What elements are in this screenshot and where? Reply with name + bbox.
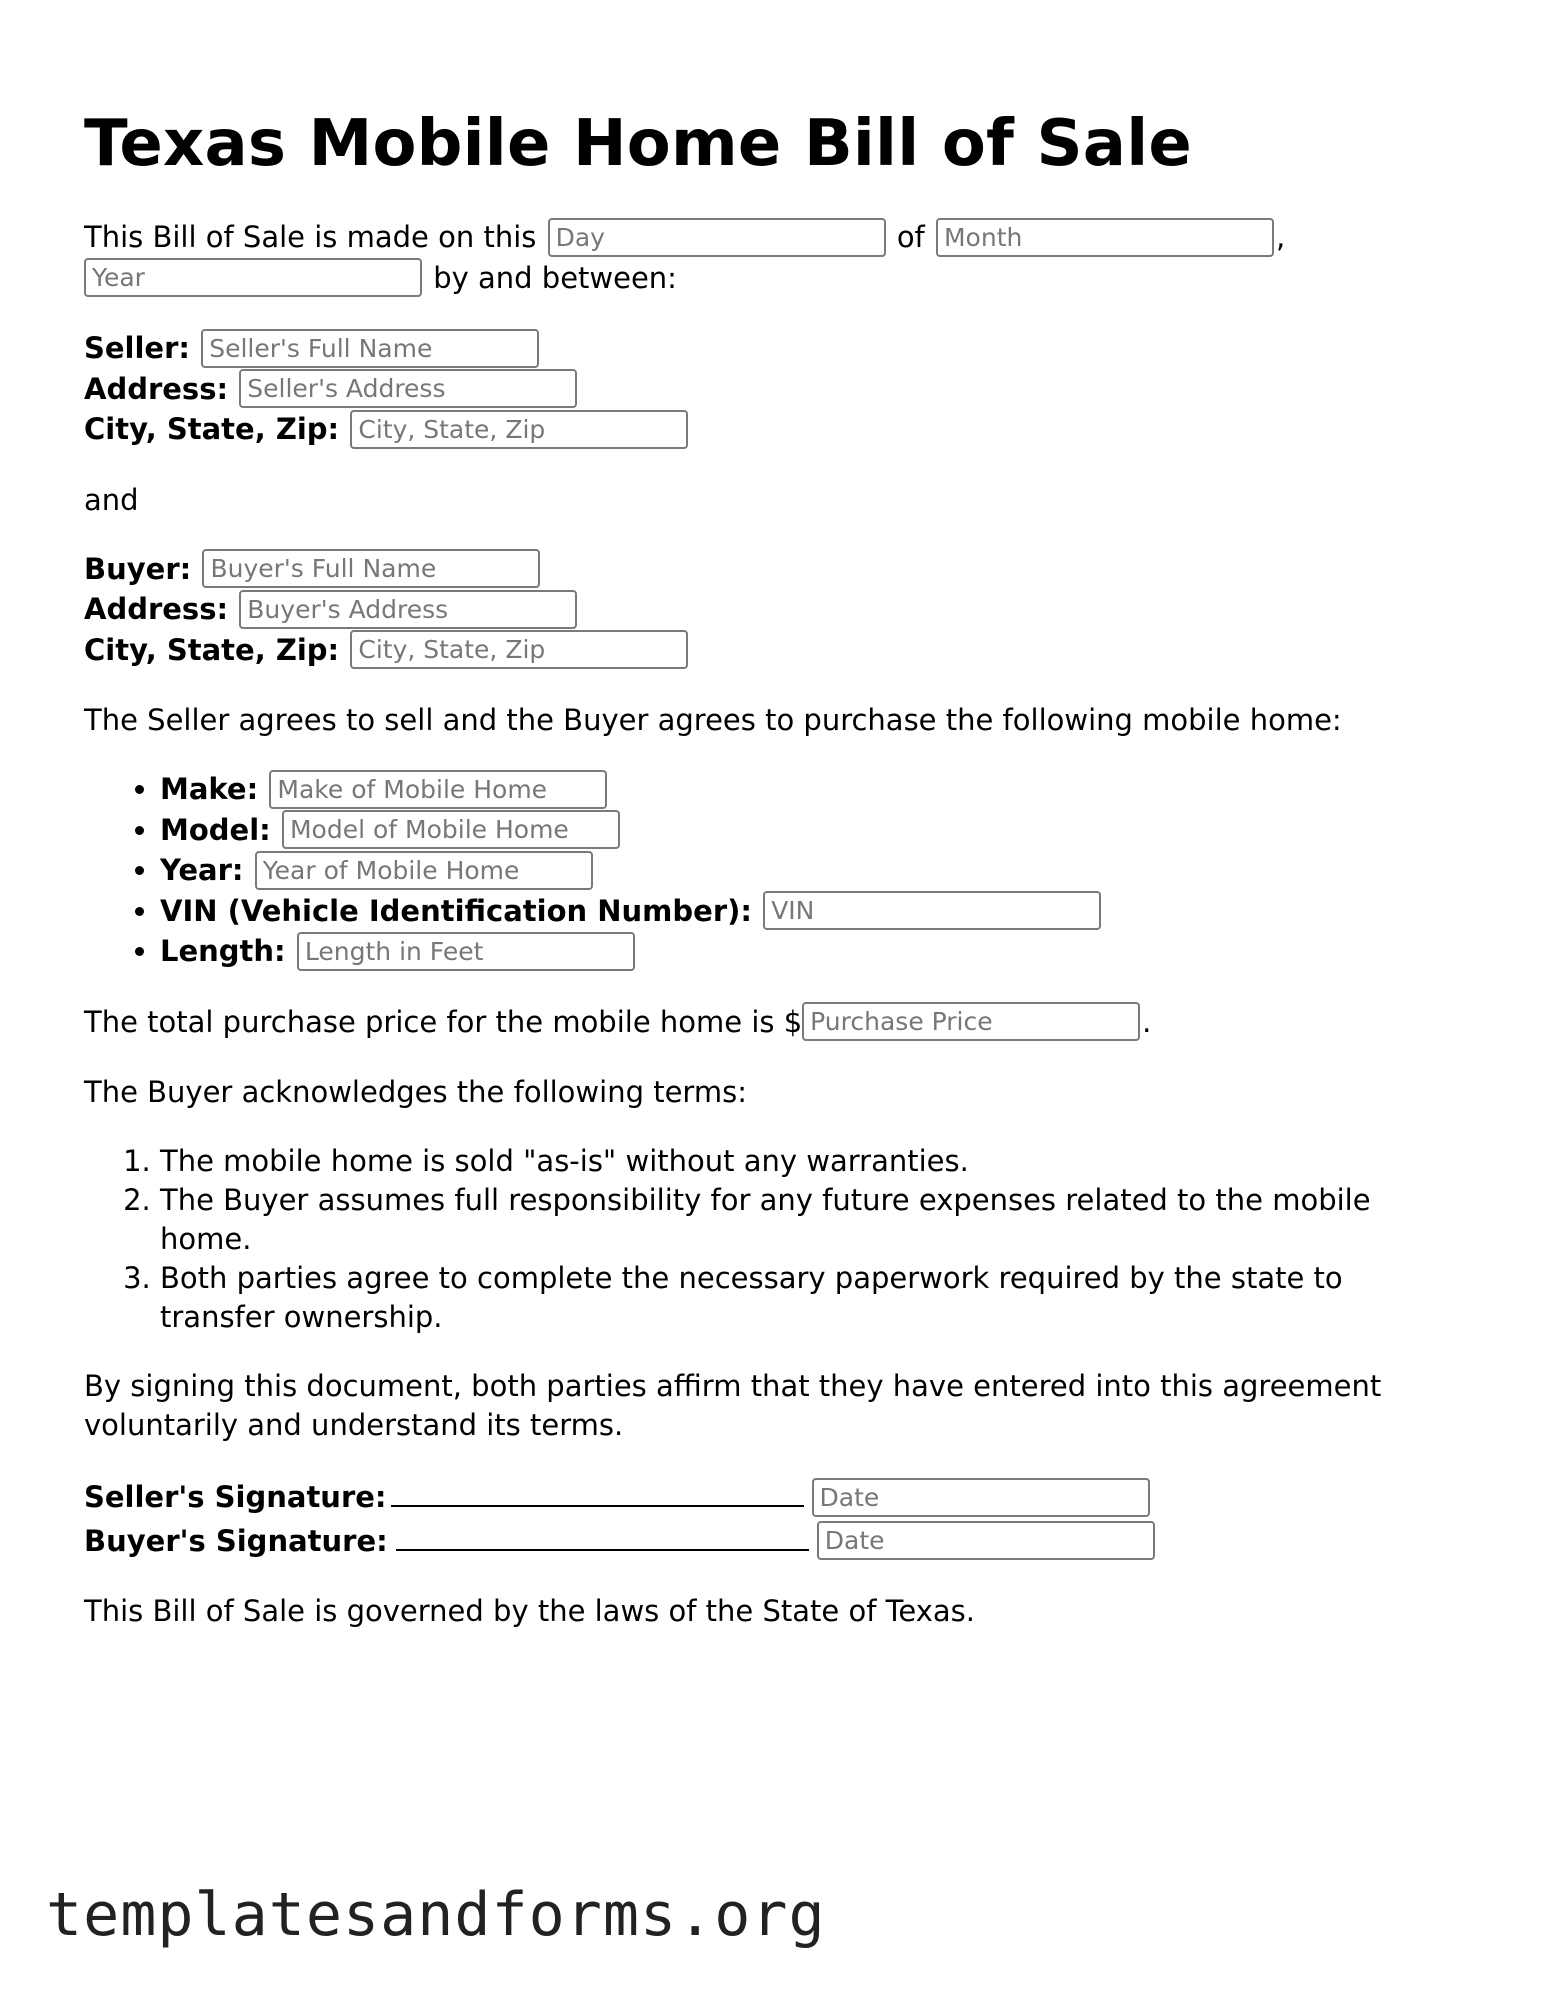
model-label: Model: (160, 812, 271, 847)
purchase-price-field[interactable] (802, 1002, 1140, 1041)
seller-name-label: Seller: (84, 331, 191, 365)
list-item: 2. The Buyer assumes full responsibility for any future expenses related to the mobile home. (160, 1181, 1464, 1259)
buyer-address-field[interactable] (239, 590, 577, 629)
page-title: Texas Mobile Home Bill of Sale (84, 107, 1192, 181)
intro-suffix: by and between: (433, 260, 677, 295)
seller-address-field[interactable] (239, 369, 577, 408)
price-suffix: . (1142, 1004, 1152, 1039)
buyer-signature-line[interactable] (396, 1519, 809, 1551)
seller-signature-label: Seller's Signature: (84, 1480, 387, 1514)
list-item (160, 892, 1464, 933)
list-item (160, 932, 1464, 973)
make-field[interactable] (269, 770, 607, 809)
length-label: Length: (160, 934, 286, 968)
vin-label: VIN (Vehicle Identification Number): (160, 893, 752, 928)
buyer-name-label: Buyer: (84, 551, 192, 586)
month-field[interactable] (936, 218, 1274, 257)
seller-city-label: City, State, Zip: (84, 412, 340, 446)
site-watermark: templatesandforms.org (46, 1880, 826, 1950)
governing-law-text: This Bill of Sale is governed by the laws of the State of Texas. (84, 1594, 976, 1628)
price-line (84, 1003, 1464, 1044)
vin-field[interactable] (763, 891, 1101, 930)
buyer-name-field[interactable] (202, 549, 540, 588)
list-item (160, 851, 1464, 892)
seller-date-field[interactable] (812, 1478, 1150, 1517)
seller-city-field[interactable] (350, 410, 688, 449)
intro-paragraph (84, 218, 1464, 299)
document-page (84, 104, 1464, 1631)
and-text: and (84, 482, 139, 517)
buyer-signature-label: Buyer's Signature: (84, 1523, 388, 1558)
list-item: 3. Both parties agree to complete the necessary paperwork required by the state to transfer ownership. (160, 1259, 1464, 1337)
buyer-section (84, 550, 1464, 672)
make-label: Make: (160, 772, 259, 806)
signatures-section (84, 1475, 1464, 1562)
buyer-date-field[interactable] (817, 1521, 1155, 1560)
mobile-home-details-list (84, 770, 1464, 973)
price-prefix: The total purchase price for the mobile home is $ (84, 1004, 803, 1039)
year-field[interactable] (84, 258, 422, 297)
terms-intro: The Buyer acknowledges the following terms: (84, 1075, 747, 1109)
buyer-address-label: Address: (84, 592, 229, 626)
seller-section (84, 329, 1464, 451)
agreement-text: The Seller agrees to sell and the Buyer agrees to purchase the following mobile home: (84, 703, 1342, 737)
intro-comma: , (1275, 220, 1286, 254)
length-field[interactable] (297, 932, 635, 971)
home-year-field[interactable] (255, 851, 593, 890)
year-label: Year: (160, 853, 244, 887)
seller-address-label: Address: (84, 371, 229, 406)
list-item (160, 811, 1464, 852)
buyer-city-field[interactable] (350, 630, 688, 669)
day-field[interactable] (548, 218, 886, 257)
buyer-city-label: City, State, Zip: (84, 632, 340, 667)
list-item: 1. The mobile home is sold "as-is" without any warranties. (160, 1142, 1464, 1181)
list-item (160, 770, 1464, 811)
terms-list (84, 1142, 1464, 1337)
model-field[interactable] (282, 810, 620, 849)
affirmation-text: By signing this document, both parties affirm that they have entered into this agreement voluntarily and understand its terms. (84, 1369, 1382, 1442)
seller-signature-line[interactable] (391, 1475, 804, 1507)
intro-prefix: This Bill of Sale is made on this (84, 220, 537, 254)
seller-name-field[interactable] (201, 329, 539, 368)
intro-of: of (896, 220, 925, 254)
